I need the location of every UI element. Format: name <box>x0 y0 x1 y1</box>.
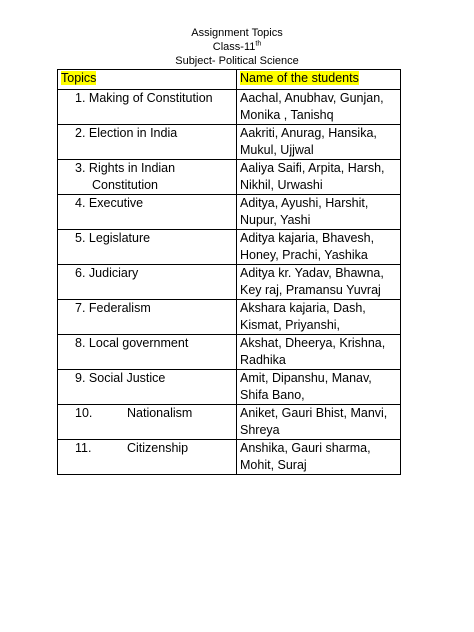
topic-name: Election in India <box>88 126 178 140</box>
topic-cell <box>58 195 237 230</box>
class-label <box>0 40 474 54</box>
topic-number: 9. <box>75 371 86 385</box>
topic-number: 7. <box>75 301 86 315</box>
topic-number: 11. <box>75 441 92 455</box>
topic-cell <box>58 440 237 475</box>
table-row <box>58 265 401 300</box>
table-row <box>58 335 401 370</box>
topic-number: 8. <box>75 336 86 350</box>
students-cell: Aniket, Gauri Bhist, Manvi, Shreya <box>237 405 401 440</box>
topic-name: Federalism <box>88 301 151 315</box>
topic-cell <box>58 335 237 370</box>
topic-name: Nationalism <box>127 406 193 420</box>
header-students: Name of the students <box>240 71 359 85</box>
table-row <box>58 125 401 160</box>
table-header-row <box>58 70 401 90</box>
subject-label: Subject- Political Science <box>175 55 299 67</box>
students-cell: Anshika, Gauri sharma, Mohit, Suraj <box>237 440 401 475</box>
students-cell: Aakriti, Anurag, Hansika, Mukul, Ujjwal <box>237 125 401 160</box>
topic-cell <box>58 300 237 335</box>
students-cell: Aditya kr. Yadav, Bhawna, Key raj, Pramansu Yuvraj <box>237 265 401 300</box>
topic-number: 3. <box>75 161 86 175</box>
topic-name: Citizenship <box>127 441 189 455</box>
topic-cell <box>58 230 237 265</box>
topic-name: Judiciary <box>88 266 139 280</box>
topic-name: Executive <box>88 196 144 210</box>
students-cell: Akshat, Dheerya, Krishna, Radhika <box>237 335 401 370</box>
topic-cell <box>58 265 237 300</box>
table-row <box>58 160 401 195</box>
topic-name: Making of Constitution <box>88 91 213 105</box>
class-superscript: th <box>255 40 262 48</box>
topic-name: Legislature <box>88 231 151 245</box>
topic-cell <box>58 405 237 440</box>
students-cell: Akshara kajaria, Dash, Kismat, Priyanshi, <box>237 300 401 335</box>
topic-cell <box>58 370 237 405</box>
topic-name: Social Justice <box>88 371 166 385</box>
table-row <box>58 440 401 475</box>
topic-number: 1. <box>75 91 86 105</box>
topic-number: 6. <box>75 266 86 280</box>
header-topics: Topics <box>61 71 97 85</box>
header-topics-cell <box>58 70 237 90</box>
topic-cell <box>58 160 237 195</box>
topic-number: 10. <box>75 406 93 420</box>
header-students-cell <box>237 70 401 90</box>
document-header <box>0 26 474 68</box>
topic-number: 4. <box>75 196 86 210</box>
students-cell: Aditya kajaria, Bhavesh, Honey, Prachi, Yashika <box>237 230 401 265</box>
table-row <box>58 195 401 230</box>
table-row <box>58 405 401 440</box>
table-row <box>58 230 401 265</box>
topic-name: Local government <box>88 336 189 350</box>
document-title: Assignment Topics <box>191 27 283 39</box>
topics-table <box>57 69 401 475</box>
topic-number: 5. <box>75 231 86 245</box>
students-cell: Aditya, Ayushi, Harshit, Nupur, Yashi <box>237 195 401 230</box>
table-row <box>58 90 401 125</box>
table-row <box>58 370 401 405</box>
topic-number: 2. <box>75 126 86 140</box>
table-row <box>58 300 401 335</box>
topic-cell <box>58 90 237 125</box>
topic-name-continued: Constitution <box>92 178 159 192</box>
students-cell: Aachal, Anubhav, Gunjan, Monika , Tanishq <box>237 90 401 125</box>
students-cell: Aaliya Saifi, Arpita, Harsh, Nikhil, Urwashi <box>237 160 401 195</box>
students-cell: Amit, Dipanshu, Manav, Shifa Bano, <box>237 370 401 405</box>
topic-cell <box>58 125 237 160</box>
class-text: Class-11 <box>212 41 256 53</box>
topic-name: Rights in Indian <box>88 161 176 175</box>
